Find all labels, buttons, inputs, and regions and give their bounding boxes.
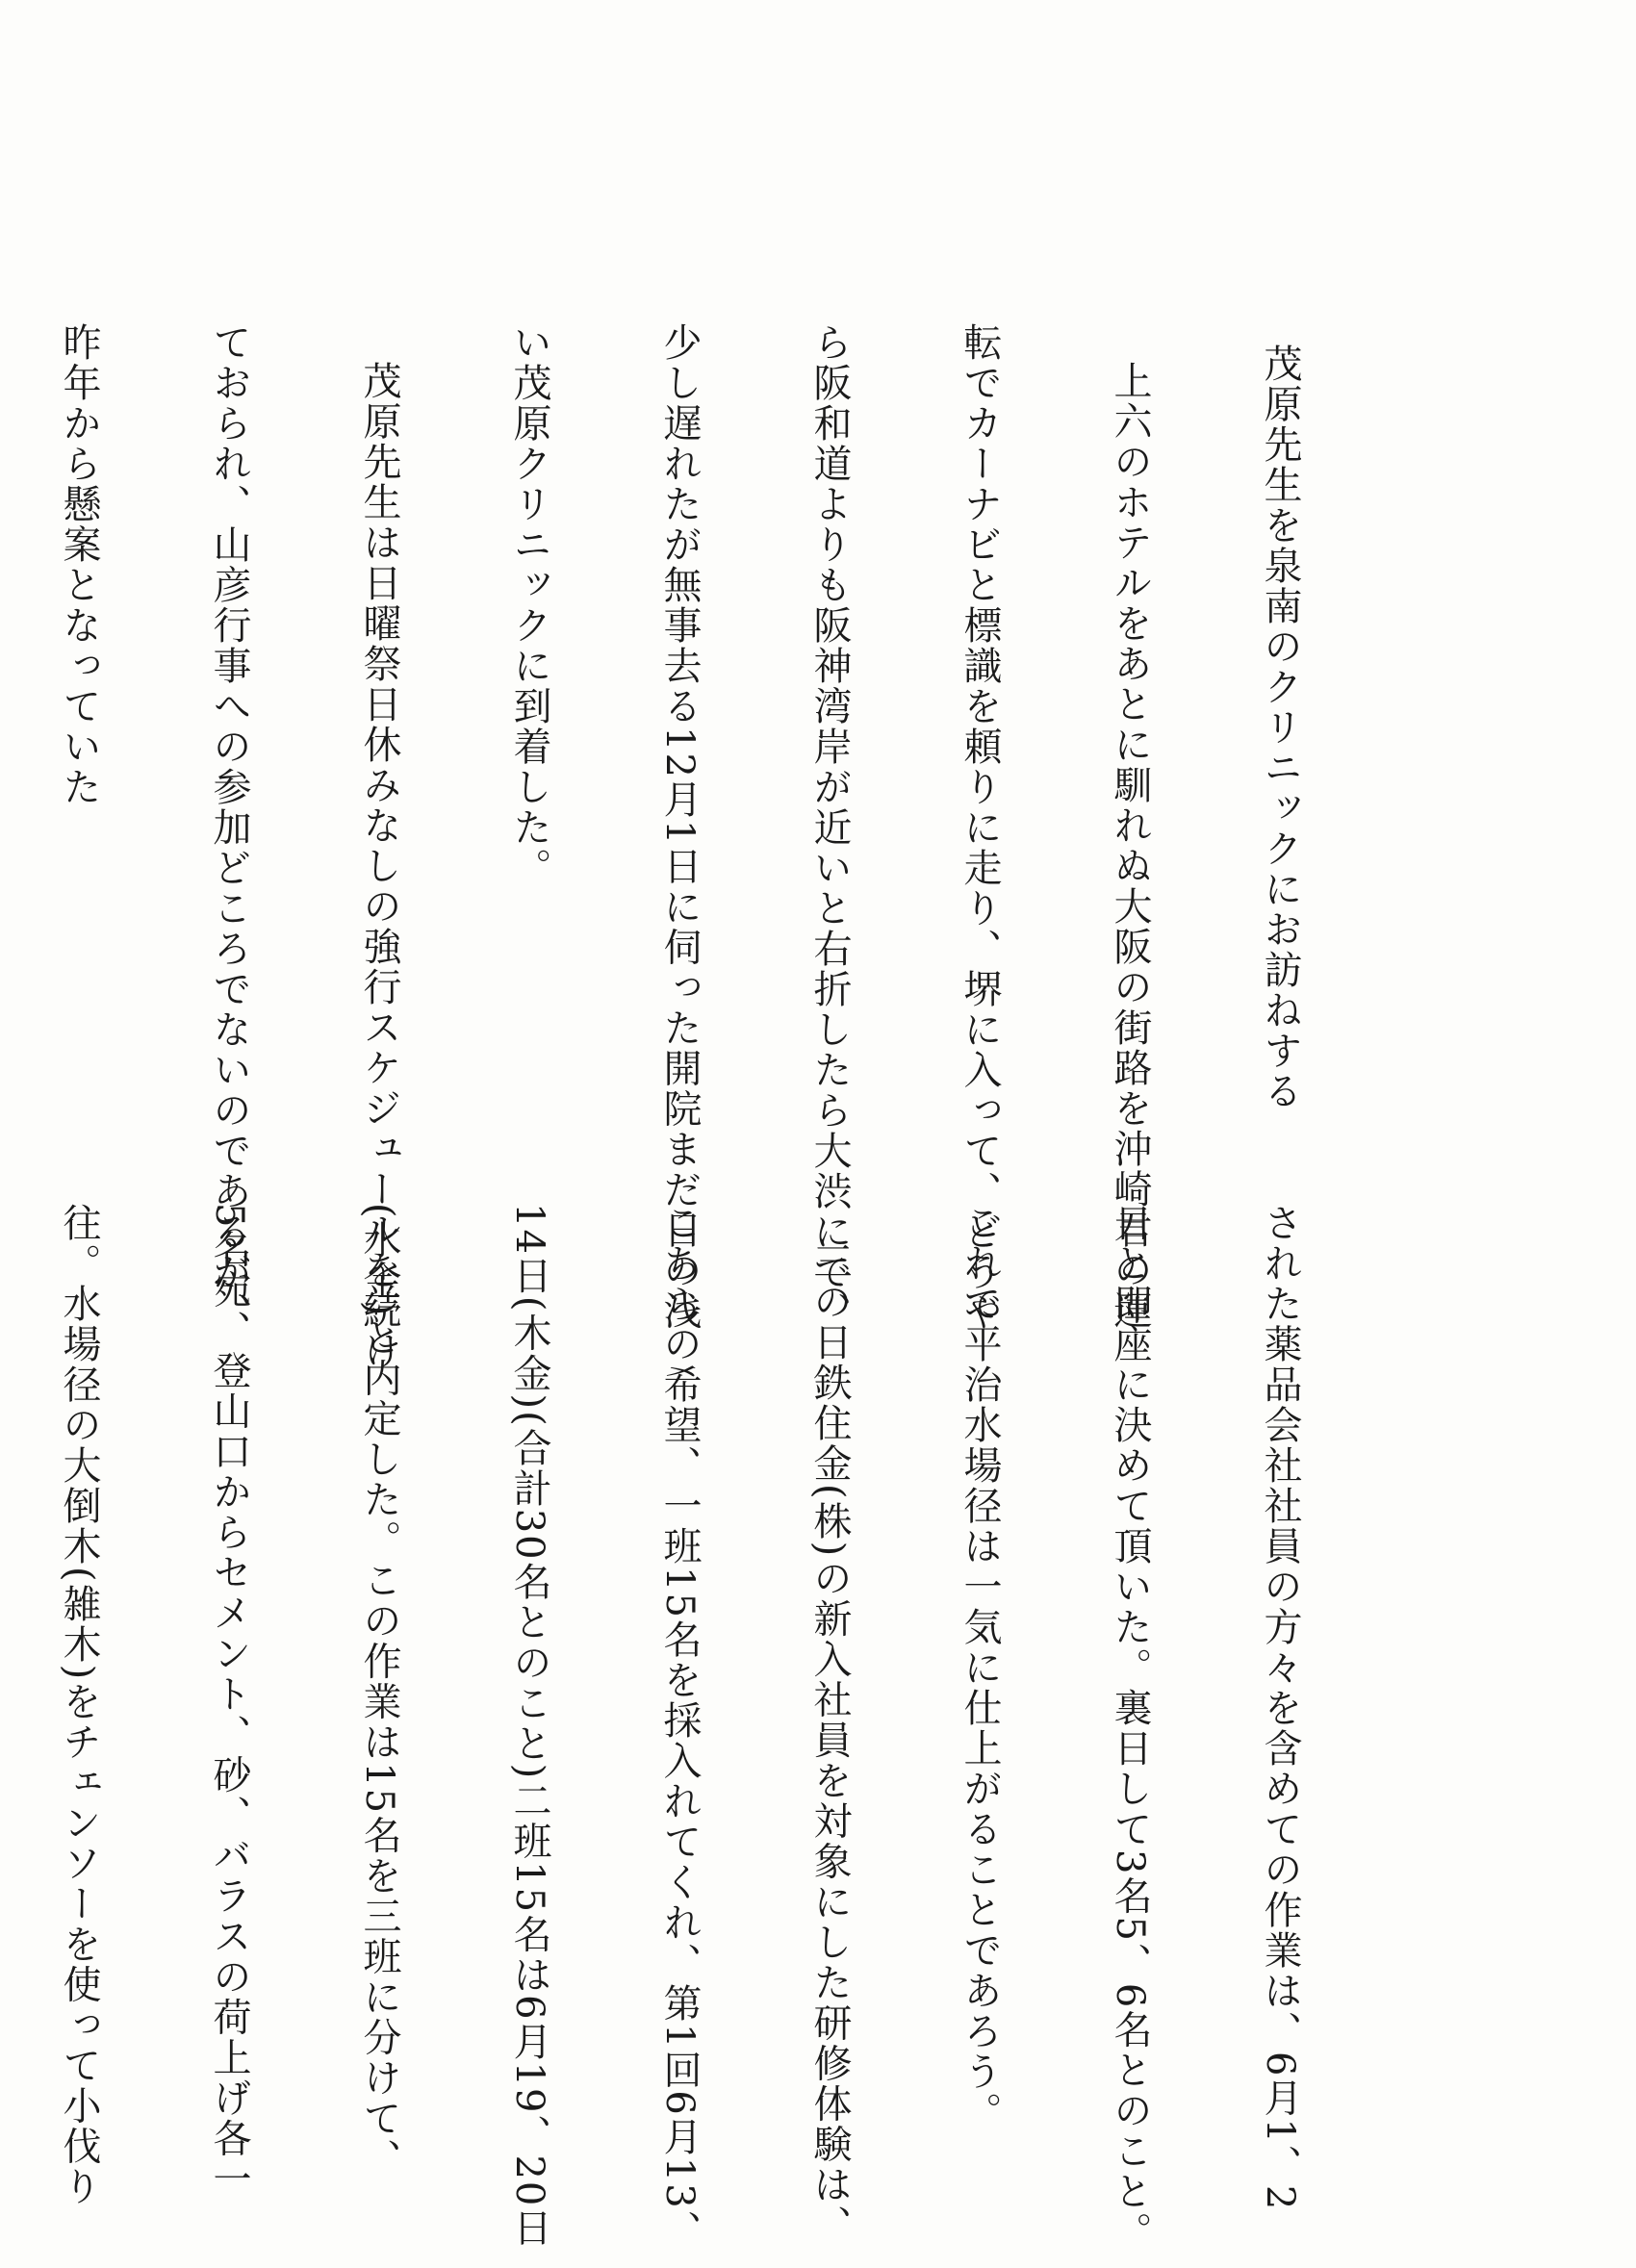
text-column: 往。水場径の大倒木(雑木)をチェンソーを使って小伐り: [57, 1203, 101, 2207]
text-column: 14日(木金)(合計30名とのこと)二班15名は6月19、20日: [507, 1203, 551, 2249]
text-column: 昨年から懸案となっていた: [57, 322, 101, 807]
title-column: 茂原先生を泉南のクリニックにお訪ねする: [1258, 344, 1302, 1111]
text-column: ておられ、山彦行事への参加どころでないのであるが、: [207, 322, 251, 1333]
text-column: こちらの希望、一班15名を採入れてくれ、第1回6月13、: [657, 1203, 702, 2251]
text-column: 上六のホテルをあとに馴れぬ大阪の街路を沖崎君の運: [1108, 361, 1152, 1331]
text-column: い茂原クリニックに到着した。: [507, 322, 551, 888]
text-column: 日と即座に決めて頂いた。裏日して3名5、6名とのこと。: [1108, 1203, 1152, 2253]
lower-text-block: [57, 1203, 1405, 2253]
text-column: 5名宛、登山口からセメント、砂、バラスの荷上げ各一: [207, 1203, 251, 2200]
text-column: 茂原先生は日曜祭日休みなしの強行スケジュールを続け: [357, 361, 401, 1371]
text-column: 少し遅れたが無事去る12月1日に伺った開院まだ日の浅: [657, 322, 702, 1332]
text-column: 三の日鉄住金(株)の新入社員を対象にした研修体験は、: [807, 1241, 852, 2246]
text-column: (水金)と内定した。この作業は15名を三班に分けて、: [357, 1203, 401, 2179]
text-column: これで平治水場径は一気に仕上がることであろう。: [958, 1203, 1002, 2132]
text-column: 転でカーナビと標識を頼りに走り、堺に入って、どうや: [958, 322, 1002, 1333]
text-column: ら阪和道よりも阪神湾岸が近いと右折したら大渋にで、: [807, 322, 852, 1333]
text-column: された薬品会社社員の方々を含めての作業は、6月1、2: [1258, 1203, 1302, 2212]
